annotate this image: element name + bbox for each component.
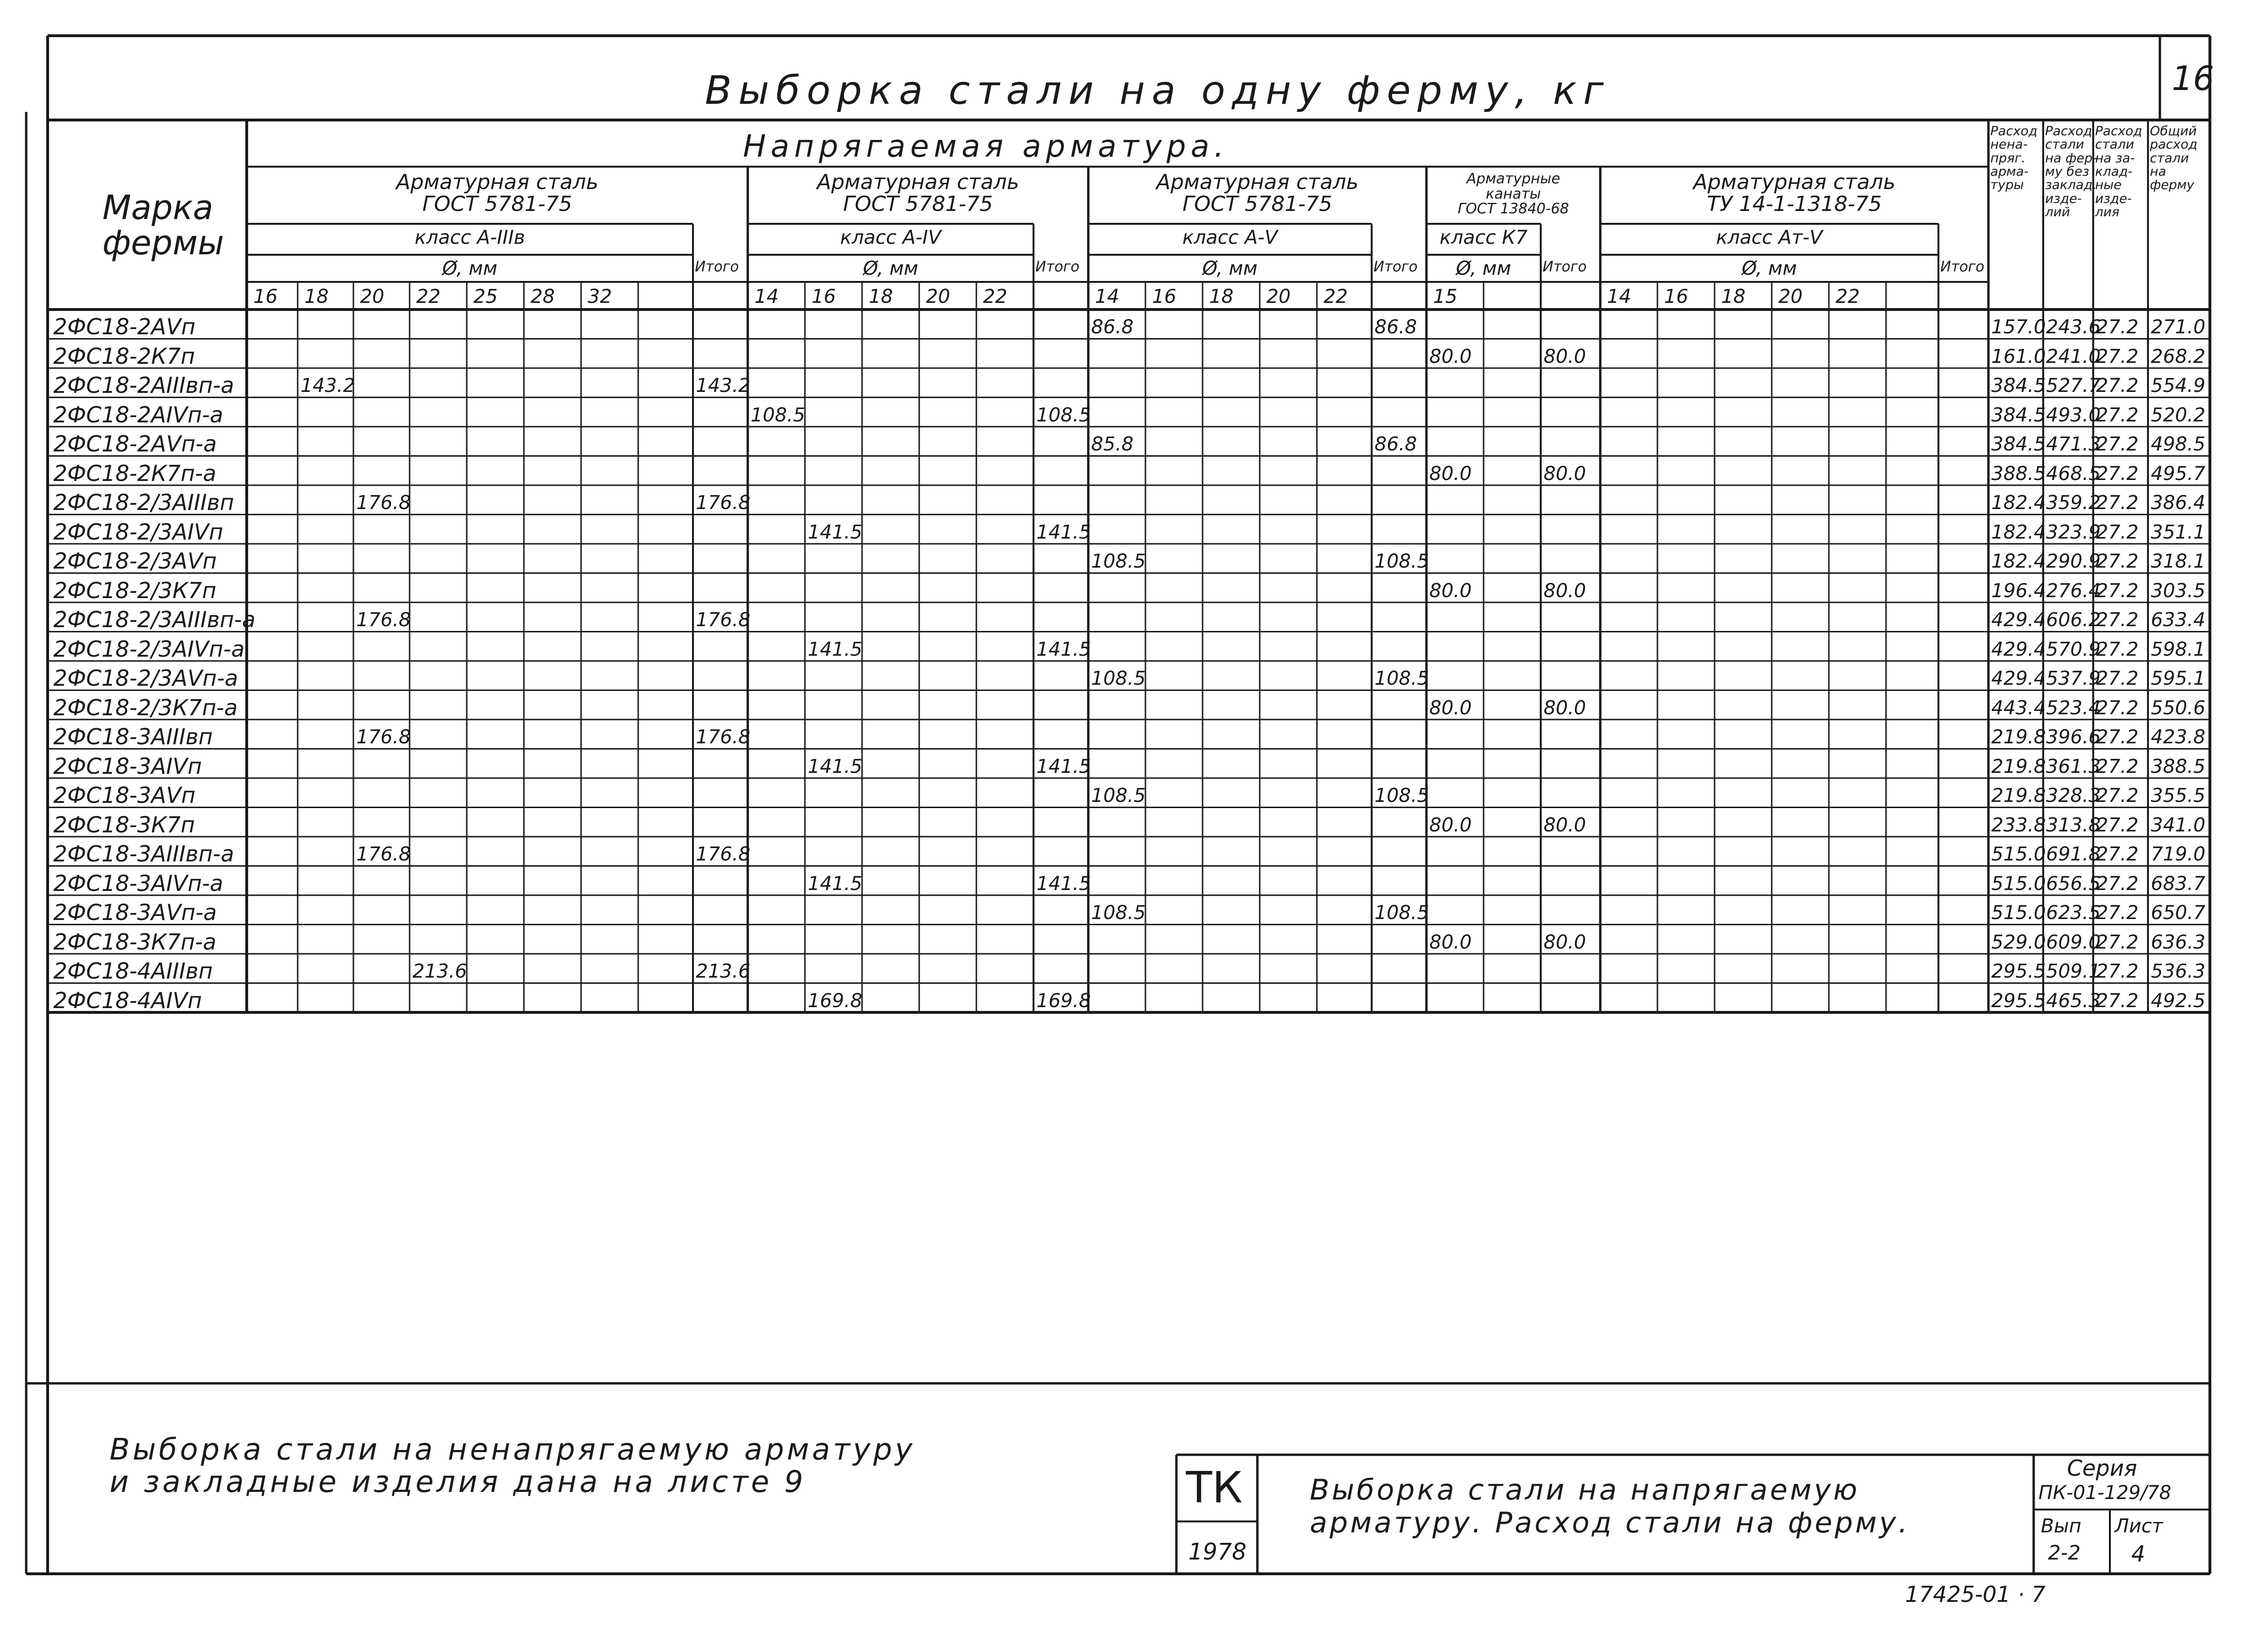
summary-value: 27.2 bbox=[2096, 492, 2139, 514]
summary-value: 219.8 bbox=[1991, 785, 2046, 807]
cell-value: 141.5 bbox=[1036, 872, 1091, 895]
summary-value: 429.4 bbox=[1991, 668, 2046, 690]
cell-value: 143.2 bbox=[301, 375, 355, 397]
summary-value: 656.5 bbox=[2046, 872, 2101, 895]
summary-value: 328.3 bbox=[2046, 785, 2101, 807]
summary-value: 388.5 bbox=[2151, 755, 2206, 778]
summary-value: 536.3 bbox=[2151, 960, 2206, 982]
row-name: 2ФС18-2/3АIIIвп bbox=[53, 490, 234, 515]
section-itogo: Итого bbox=[1374, 259, 1418, 275]
summary-value: 27.2 bbox=[2096, 814, 2139, 836]
row-name: 2ФС18-3АVп bbox=[53, 782, 196, 808]
summary-value: 27.2 bbox=[2096, 609, 2139, 631]
cell-value: 141.5 bbox=[1036, 755, 1091, 778]
cell-value: 108.5 bbox=[1091, 550, 1146, 572]
section-name: Арматурная сталь ГОСТ 5781-75 bbox=[817, 170, 1019, 217]
summary-value: 27.2 bbox=[2096, 872, 2139, 895]
cell-value: 80.0 bbox=[1429, 580, 1472, 602]
summary-value: 429.4 bbox=[1991, 638, 2046, 660]
row-name: 2ФС18-2/3АVп-а bbox=[53, 665, 238, 691]
summary-value: 27.2 bbox=[2096, 697, 2139, 719]
cell-value: 80.0 bbox=[1429, 697, 1472, 719]
summary-value: 361.3 bbox=[2046, 755, 2101, 778]
summary-value: 359.2 bbox=[2046, 492, 2101, 514]
diameter-label: 16 bbox=[1664, 286, 1688, 308]
summary-value: 27.2 bbox=[2096, 375, 2139, 397]
summary-value: 719.0 bbox=[2151, 843, 2206, 865]
section-class: класс А-IV bbox=[840, 227, 941, 249]
section-itogo: Итого bbox=[1035, 259, 1080, 275]
diameter-label: 22 bbox=[983, 286, 1007, 308]
summary-value: 295.5 bbox=[1991, 960, 2046, 982]
row-name: 2ФС18-2АVп-а bbox=[53, 431, 217, 457]
diameter-label: 18 bbox=[1209, 286, 1234, 308]
row-name: 2ФС18-3К7п-а bbox=[53, 929, 217, 955]
cell-value: 213.6 bbox=[696, 960, 751, 982]
summary-value: 219.8 bbox=[1991, 726, 2046, 748]
diameter-label: 20 bbox=[926, 286, 950, 308]
cell-value: 176.8 bbox=[696, 609, 751, 631]
cell-value: 108.5 bbox=[1091, 785, 1146, 807]
cell-value: 108.5 bbox=[1375, 550, 1429, 572]
summary-value: 27.2 bbox=[2096, 960, 2139, 982]
diameter-label: 20 bbox=[1778, 286, 1803, 308]
cell-value: 176.8 bbox=[356, 492, 411, 514]
row-name: 2ФС18-2/3К7п-а bbox=[53, 694, 238, 720]
row-name: 2ФС18-3АIIIвп bbox=[53, 724, 213, 750]
summary-value: 623.5 bbox=[2046, 902, 2101, 924]
summary-value: 537.9 bbox=[2046, 668, 2101, 690]
archive-number: 17425-01 · 7 bbox=[1905, 1581, 2046, 1607]
summary-value: 276.4 bbox=[2046, 580, 2101, 602]
summary-heading: Расход стали на фер- му без заклад. изде- лий bbox=[2045, 124, 2097, 220]
row-name: 2ФС18-4АIIIвп bbox=[53, 958, 213, 984]
summary-value: 241.0 bbox=[2046, 345, 2101, 368]
summary-value: 471.3 bbox=[2046, 433, 2101, 455]
summary-value: 609.0 bbox=[2046, 931, 2101, 953]
summary-value: 388.5 bbox=[1991, 462, 2046, 485]
summary-value: 318.1 bbox=[2151, 550, 2206, 572]
stamp-list: 4 bbox=[2131, 1541, 2146, 1567]
cell-value: 108.5 bbox=[751, 404, 805, 426]
summary-value: 27.2 bbox=[2096, 785, 2139, 807]
cell-value: 176.8 bbox=[696, 492, 751, 514]
summary-value: 27.2 bbox=[2096, 755, 2139, 778]
diameter-label: 14 bbox=[1607, 286, 1631, 308]
diameter-label: 20 bbox=[1266, 286, 1291, 308]
cell-value: 85.8 bbox=[1091, 433, 1134, 455]
cell-value: 80.0 bbox=[1544, 931, 1586, 953]
cell-value: 213.6 bbox=[412, 960, 467, 982]
stamp-vyp-label: Вып bbox=[2041, 1515, 2082, 1537]
row-name: 2ФС18-2АVп bbox=[53, 314, 196, 340]
summary-value: 495.7 bbox=[2151, 462, 2206, 485]
summary-value: 27.2 bbox=[2096, 726, 2139, 748]
summary-value: 303.5 bbox=[2151, 580, 2206, 602]
summary-value: 27.2 bbox=[2096, 433, 2139, 455]
row-name: 2ФС18-3К7п bbox=[53, 811, 195, 838]
summary-value: 515.0 bbox=[1991, 872, 2046, 895]
section-itogo: Итого bbox=[1940, 259, 1985, 275]
cell-value: 169.8 bbox=[808, 990, 863, 1012]
row-name: 2ФС18-3АVп-а bbox=[53, 900, 217, 925]
diameter-label: 18 bbox=[869, 286, 893, 308]
summary-value: 268.2 bbox=[2151, 345, 2206, 368]
summary-value: 423.8 bbox=[2151, 726, 2206, 748]
summary-value: 161.0 bbox=[1991, 345, 2046, 368]
cell-value: 80.0 bbox=[1544, 814, 1586, 836]
cell-value: 176.8 bbox=[356, 609, 411, 631]
row-name: 2ФС18-2/3АIVп-а bbox=[53, 636, 245, 662]
summary-value: 520.2 bbox=[2151, 404, 2206, 426]
cell-value: 108.5 bbox=[1091, 902, 1146, 924]
section-dia-label: Ø, мм bbox=[863, 258, 918, 280]
summary-value: 570.9 bbox=[2046, 638, 2101, 660]
summary-value: 396.6 bbox=[2046, 726, 2101, 748]
cell-value: 108.5 bbox=[1375, 668, 1429, 690]
cell-value: 141.5 bbox=[808, 521, 863, 543]
cell-value: 141.5 bbox=[808, 755, 863, 778]
section-name: Арматурная сталь ГОСТ 5781-75 bbox=[1156, 170, 1359, 217]
summary-value: 691.8 bbox=[2046, 843, 2101, 865]
summary-value: 182.4 bbox=[1991, 492, 2046, 514]
section-name: Арматурная сталь ТУ 14-1-1318-75 bbox=[1693, 170, 1896, 217]
stamp-vyp: 2-2 bbox=[2048, 1541, 2081, 1564]
section-dia-label: Ø, мм bbox=[1742, 258, 1797, 280]
cell-value: 80.0 bbox=[1429, 462, 1472, 485]
diameter-label: 16 bbox=[1152, 286, 1176, 308]
marka-heading: Марка фермы bbox=[102, 188, 224, 262]
stamp-seria-label: Серия bbox=[2067, 1455, 2138, 1481]
summary-value: 498.5 bbox=[2151, 433, 2206, 455]
cell-value: 80.0 bbox=[1429, 345, 1472, 368]
cell-value: 176.8 bbox=[696, 726, 751, 748]
summary-value: 443.4 bbox=[1991, 697, 2046, 719]
summary-value: 243.6 bbox=[2046, 316, 2101, 338]
stamp-year: 1978 bbox=[1188, 1539, 1247, 1565]
diameter-label: 22 bbox=[416, 286, 441, 308]
summary-value: 384.5 bbox=[1991, 375, 2046, 397]
cell-value: 86.8 bbox=[1375, 433, 1417, 455]
summary-value: 386.4 bbox=[2151, 492, 2206, 514]
cell-value: 80.0 bbox=[1429, 814, 1472, 836]
summary-value: 196.4 bbox=[1991, 580, 2046, 602]
row-name: 2ФС18-2/3АIIIвп-а bbox=[53, 607, 256, 632]
summary-heading: Расход нена- пряг. арма- туры bbox=[1990, 124, 2037, 193]
row-name: 2ФС18-2/3АVп bbox=[53, 548, 217, 574]
summary-value: 550.6 bbox=[2151, 697, 2206, 719]
cell-value: 108.5 bbox=[1375, 902, 1429, 924]
summary-value: 465.3 bbox=[2046, 990, 2101, 1012]
diameter-label: 18 bbox=[304, 286, 329, 308]
cell-value: 143.2 bbox=[696, 375, 751, 397]
section-class: класс А-IIIв bbox=[414, 227, 525, 249]
row-name: 2ФС18-2АIIIвп-а bbox=[53, 372, 234, 398]
summary-value: 515.0 bbox=[1991, 902, 2046, 924]
summary-value: 527.7 bbox=[2046, 375, 2101, 397]
footer-note: Выборка стали на ненапрягаемую арматуру и закладные изделия дана на листе 9 bbox=[110, 1432, 915, 1500]
summary-value: 27.2 bbox=[2096, 931, 2139, 953]
row-name: 2ФС18-2/3К7п bbox=[53, 577, 217, 603]
summary-value: 683.7 bbox=[2151, 872, 2206, 895]
summary-value: 341.0 bbox=[2151, 814, 2206, 836]
diameter-label: 22 bbox=[1836, 286, 1860, 308]
cell-value: 108.5 bbox=[1375, 785, 1429, 807]
row-name: 2ФС18-3АIVп bbox=[53, 753, 202, 779]
cell-value: 80.0 bbox=[1544, 345, 1586, 368]
stamp-org: ТК bbox=[1186, 1463, 1243, 1513]
summary-value: 271.0 bbox=[2151, 316, 2206, 338]
cell-value: 86.8 bbox=[1091, 316, 1134, 338]
summary-value: 27.2 bbox=[2096, 345, 2139, 368]
summary-value: 633.4 bbox=[2151, 609, 2206, 631]
row-name: 2ФС18-2К7п bbox=[53, 343, 195, 369]
diameter-label: 14 bbox=[1095, 286, 1119, 308]
summary-value: 27.2 bbox=[2096, 404, 2139, 426]
summary-value: 27.2 bbox=[2096, 843, 2139, 865]
stamp-caption: Выборка стали на напрягаемую арматуру. Расход стали на ферму. bbox=[1310, 1473, 1910, 1540]
summary-value: 468.5 bbox=[2046, 462, 2101, 485]
summary-value: 27.2 bbox=[2096, 668, 2139, 690]
summary-value: 595.1 bbox=[2151, 668, 2206, 690]
summary-value: 384.5 bbox=[1991, 404, 2046, 426]
cell-value: 80.0 bbox=[1544, 697, 1586, 719]
summary-value: 295.5 bbox=[1991, 990, 2046, 1012]
cell-value: 176.8 bbox=[356, 726, 411, 748]
diameter-label: 25 bbox=[473, 286, 498, 308]
cell-value: 80.0 bbox=[1429, 931, 1472, 953]
summary-heading: Общий расход стали на ферму bbox=[2150, 124, 2198, 193]
row-name: 2ФС18-3АIVп-а bbox=[53, 870, 223, 896]
diameter-label: 28 bbox=[531, 286, 555, 308]
cell-value: 80.0 bbox=[1544, 462, 1586, 485]
summary-value: 323.9 bbox=[2046, 521, 2101, 543]
summary-value: 493.0 bbox=[2046, 404, 2101, 426]
summary-value: 355.5 bbox=[2151, 785, 2206, 807]
summary-value: 515.0 bbox=[1991, 843, 2046, 865]
section-class: класс К7 bbox=[1439, 227, 1528, 249]
summary-value: 27.2 bbox=[2096, 462, 2139, 485]
row-name: 2ФС18-2/3АIVп bbox=[53, 519, 223, 545]
cell-value: 108.5 bbox=[1091, 668, 1146, 690]
diameter-label: 20 bbox=[360, 286, 384, 308]
summary-value: 27.2 bbox=[2096, 316, 2139, 338]
section-dia-label: Ø, мм bbox=[442, 258, 498, 280]
diameter-label: 18 bbox=[1721, 286, 1746, 308]
summary-value: 529.0 bbox=[1991, 931, 2046, 953]
cell-value: 80.0 bbox=[1544, 580, 1586, 602]
summary-value: 429.4 bbox=[1991, 609, 2046, 631]
summary-value: 606.2 bbox=[2046, 609, 2101, 631]
section-itogo: Итого bbox=[695, 259, 739, 275]
summary-value: 290.9 bbox=[2046, 550, 2101, 572]
summary-value: 523.4 bbox=[2046, 697, 2101, 719]
summary-value: 182.4 bbox=[1991, 550, 2046, 572]
summary-value: 27.2 bbox=[2096, 521, 2139, 543]
group-heading: Напрягаемая арматура. bbox=[743, 129, 1229, 164]
section-class: класс А-V bbox=[1182, 227, 1278, 249]
row-name: 2ФС18-2АIVп-а bbox=[53, 401, 223, 428]
summary-value: 554.9 bbox=[2151, 375, 2206, 397]
sheet-number: 16 bbox=[2172, 59, 2215, 98]
diameter-label: 22 bbox=[1324, 286, 1348, 308]
cell-value: 176.8 bbox=[356, 843, 411, 865]
row-name: 2ФС18-3АIIIвп-а bbox=[53, 841, 234, 867]
diameter-label: 16 bbox=[253, 286, 278, 308]
cell-value: 176.8 bbox=[696, 843, 751, 865]
summary-value: 219.8 bbox=[1991, 755, 2046, 778]
summary-value: 351.1 bbox=[2151, 521, 2206, 543]
summary-value: 636.3 bbox=[2151, 931, 2206, 953]
section-dia-label: Ø, мм bbox=[1456, 258, 1511, 280]
stamp-list-label: Лист bbox=[2115, 1515, 2163, 1537]
cell-value: 108.5 bbox=[1036, 404, 1091, 426]
cell-value: 141.5 bbox=[808, 638, 863, 660]
summary-value: 313.8 bbox=[2046, 814, 2101, 836]
summary-value: 509.1 bbox=[2046, 960, 2101, 982]
cell-value: 86.8 bbox=[1375, 316, 1417, 338]
section-name: Арматурная сталь ГОСТ 5781-75 bbox=[396, 170, 599, 217]
diameter-label: 14 bbox=[754, 286, 779, 308]
summary-heading: Расход стали на за- клад- ные изде- лия bbox=[2095, 124, 2142, 220]
section-dia-label: Ø, мм bbox=[1202, 258, 1258, 280]
summary-value: 598.1 bbox=[2151, 638, 2206, 660]
row-name: 2ФС18-4АIVп bbox=[53, 987, 202, 1013]
cell-value: 141.5 bbox=[1036, 638, 1091, 660]
row-name: 2ФС18-2К7п-а bbox=[53, 460, 217, 486]
section-class: класс Ат-V bbox=[1716, 227, 1823, 249]
diameter-label: 15 bbox=[1433, 286, 1457, 308]
cell-value: 169.8 bbox=[1036, 990, 1091, 1012]
cell-value: 141.5 bbox=[1036, 521, 1091, 543]
summary-value: 27.2 bbox=[2096, 580, 2139, 602]
summary-value: 384.5 bbox=[1991, 433, 2046, 455]
section-itogo: Итого bbox=[1543, 259, 1587, 275]
page-title: Выборка стали на одну ферму, кг bbox=[705, 68, 1611, 113]
summary-value: 27.2 bbox=[2096, 638, 2139, 660]
summary-value: 650.7 bbox=[2151, 902, 2206, 924]
summary-value: 182.4 bbox=[1991, 521, 2046, 543]
summary-value: 233.8 bbox=[1991, 814, 2046, 836]
summary-value: 27.2 bbox=[2096, 902, 2139, 924]
section-name: Арматурные канаты ГОСТ 13840-68 bbox=[1457, 170, 1569, 217]
stamp-seria: ПК-01-129/78 bbox=[2038, 1482, 2171, 1504]
diameter-label: 32 bbox=[588, 286, 612, 308]
diameter-label: 16 bbox=[812, 286, 836, 308]
summary-value: 27.2 bbox=[2096, 990, 2139, 1012]
summary-value: 27.2 bbox=[2096, 550, 2139, 572]
summary-value: 492.5 bbox=[2151, 990, 2206, 1012]
summary-value: 157.0 bbox=[1991, 316, 2046, 338]
cell-value: 141.5 bbox=[808, 872, 863, 895]
